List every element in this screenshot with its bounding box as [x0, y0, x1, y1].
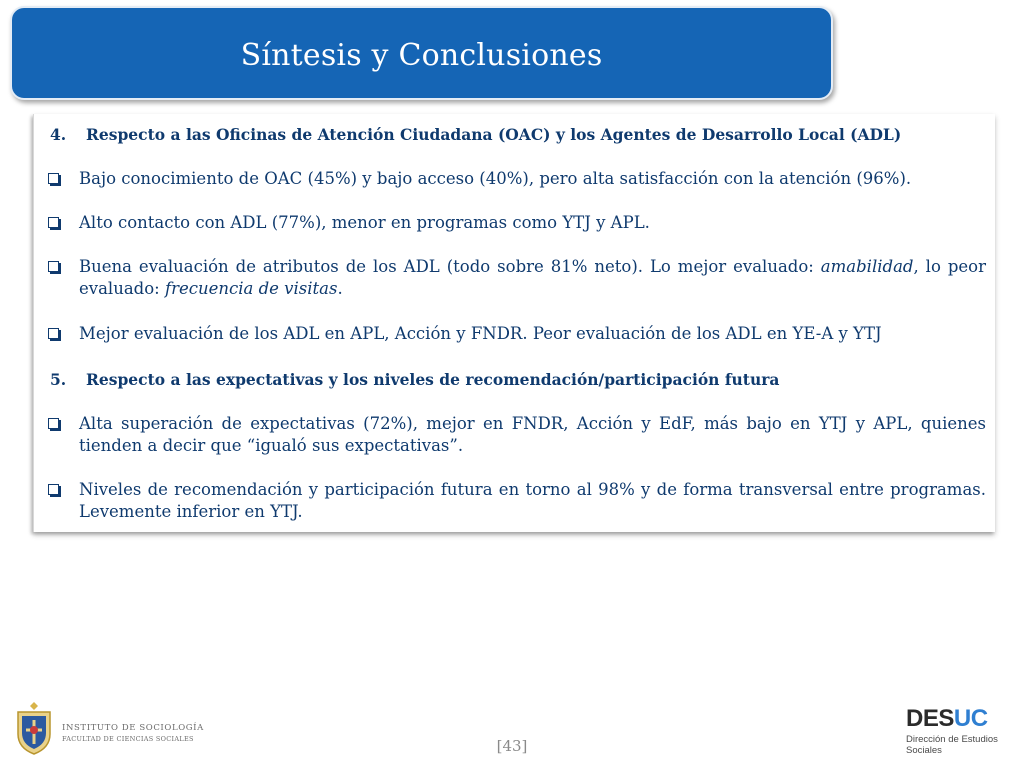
desuc-subtitle-line1: Dirección de Estudios: [906, 734, 998, 745]
bullet-text: Mejor evaluación de los ADL en APL, Acción y FNDR. Peor evaluación de los ADL en YE-A y YTJ: [79, 324, 882, 343]
desuc-wordmark: [906, 706, 998, 732]
bullet-text: Alto contacto con ADL (77%), menor en programas como YTJ y APL.: [79, 213, 650, 232]
desuc-wordmark-part1: DES: [906, 705, 954, 732]
checkbox-bullet-icon: [48, 217, 59, 228]
bullet-item: [48, 413, 986, 457]
emphasized-text: amabilidad: [820, 257, 914, 276]
bullet-item: [48, 479, 986, 523]
title-banner: [10, 6, 833, 100]
institute-name-line2: FACULTAD DE CIENCIAS SOCIALES: [62, 735, 194, 743]
bullet-item: [48, 168, 986, 190]
section-5-heading: [50, 370, 990, 390]
content-panel: [33, 114, 995, 532]
desuc-subtitle-line2: Sociales: [906, 745, 942, 756]
bullet-text-segment: .: [337, 279, 343, 298]
page-number: [43]: [496, 737, 528, 755]
checkbox-bullet-icon: [48, 261, 59, 272]
checkbox-bullet-icon: [48, 418, 59, 429]
section-4-number: 4.: [50, 125, 67, 144]
section-5-heading-text: Respecto a las expectativas y los niveles de recomendación/participación futura: [86, 370, 780, 389]
bullet-text: [79, 256, 986, 300]
institute-name-line1: INSTITUTO DE SOCIOLOGÍA: [62, 723, 204, 733]
section-4-heading: [50, 125, 990, 145]
checkbox-bullet-icon: [48, 328, 59, 339]
emphasized-text: frecuencia de visitas: [164, 279, 338, 298]
bullet-item: [48, 212, 986, 234]
bullet-text-segment: , lo peor evaluado:: [79, 257, 987, 298]
bullet-item: [48, 256, 986, 300]
bullet-text: Alta superación de expectativas (72%), mejor en FNDR, Acción y EdF, más bajo en YTJ y APL, quienes tienden a decir que “igualó sus expectativas”.: [79, 414, 986, 455]
bullet-text: Bajo conocimiento de OAC (45%) y bajo acceso (40%), pero alta satisfacción con la atención (96%).: [79, 169, 912, 188]
section-5-number: 5.: [50, 370, 67, 389]
desuc-wordmark-part2: UC: [953, 705, 988, 732]
desuc-logo: [906, 706, 998, 756]
checkbox-bullet-icon: [48, 173, 59, 184]
slide-title: Síntesis y Conclusiones: [240, 38, 603, 73]
section-4-heading-text: Respecto a las Oficinas de Atención Ciudadana (OAC) y los Agentes de Desarrollo Local (ADL): [86, 125, 902, 144]
desuc-subtitle: [906, 734, 998, 756]
checkbox-bullet-icon: [48, 484, 59, 495]
bullet-text-segment: Buena evaluación de atributos de los ADL (todo sobre 81% neto). Lo mejor evaluado:: [79, 257, 821, 276]
bullet-text: Niveles de recomendación y participación futura en torno al 98% y de forma transversal entre programas. Levemente inferior en YTJ.: [79, 480, 986, 521]
bullet-item: [48, 323, 986, 345]
